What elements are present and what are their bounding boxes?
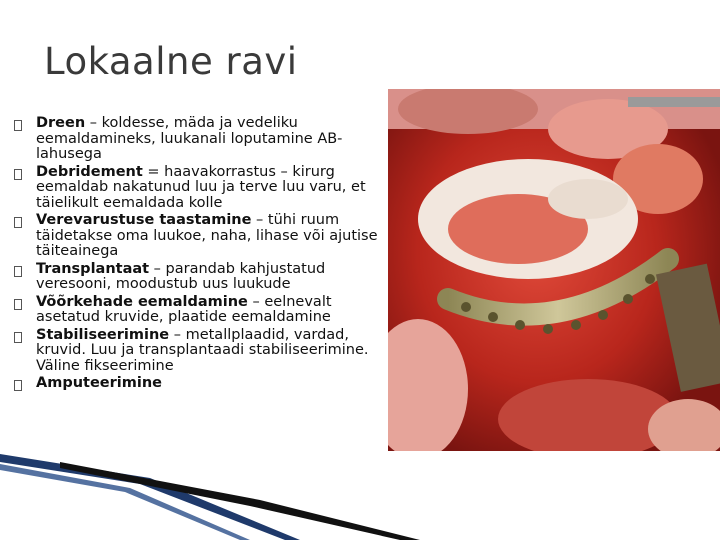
bullet-text: – tühi ruum täidetakse oma luukoe, naha, lihase või ajutise täiteainega: [36, 212, 378, 259]
bullet-text: = haavakorrastus – kirurg eemaldab nakatunud luu ja terve luu varu, et täielikult eemaldada kolle: [36, 163, 366, 211]
bullet-item: [14, 116, 384, 163]
bullet-text: – metallplaadid, vardad, kruvid. Luu ja transplantaadi stabiliseerimine. Väline fikseerimine: [36, 326, 369, 374]
bullet-item: [14, 376, 384, 392]
bullet-marker-icon: [14, 332, 22, 343]
bullet-term: Dreen: [36, 115, 86, 131]
bullet-term: Debridement: [36, 163, 143, 180]
bullet-term: Võõrkehade eemaldamine: [36, 293, 248, 310]
bullet-marker-icon: [14, 217, 22, 228]
bullet-term: Transplantaat: [36, 260, 150, 277]
bullet-term: Verevarustuse taastamine: [36, 212, 252, 228]
slide-title: Lokaalne ravi: [44, 40, 298, 83]
bullet-marker-icon: [14, 299, 22, 310]
surgical-photo-svg: [388, 89, 720, 451]
bullet-item: [14, 213, 384, 260]
bullet-item: [14, 295, 384, 326]
bullet-text: – eelnevalt asetatud kruvide, plaatide eemaldamine: [36, 293, 332, 325]
bullet-term: Stabiliseerimine: [36, 326, 170, 343]
bullet-marker-icon: [14, 169, 22, 180]
bullet-text: – koldesse, mäda ja vedeliku eemaldamineks, luukanali loputamine AB-lahusega: [36, 115, 343, 162]
bullet-term: Amputeerimine: [36, 375, 162, 391]
decorative-swoosh-icon: [0, 440, 430, 540]
bullet-marker-icon: [14, 266, 22, 277]
bullet-item: [14, 328, 384, 375]
bullet-list: [14, 116, 384, 394]
bullet-item: [14, 262, 384, 293]
bullet-text: – parandab kahjustatud veresooni, moodustub uus luukude: [36, 260, 326, 292]
bullet-marker-icon: [14, 380, 22, 391]
bullet-marker-icon: [14, 120, 22, 131]
bullet-item: [14, 165, 384, 212]
surgical-photo-icon: [388, 89, 720, 451]
